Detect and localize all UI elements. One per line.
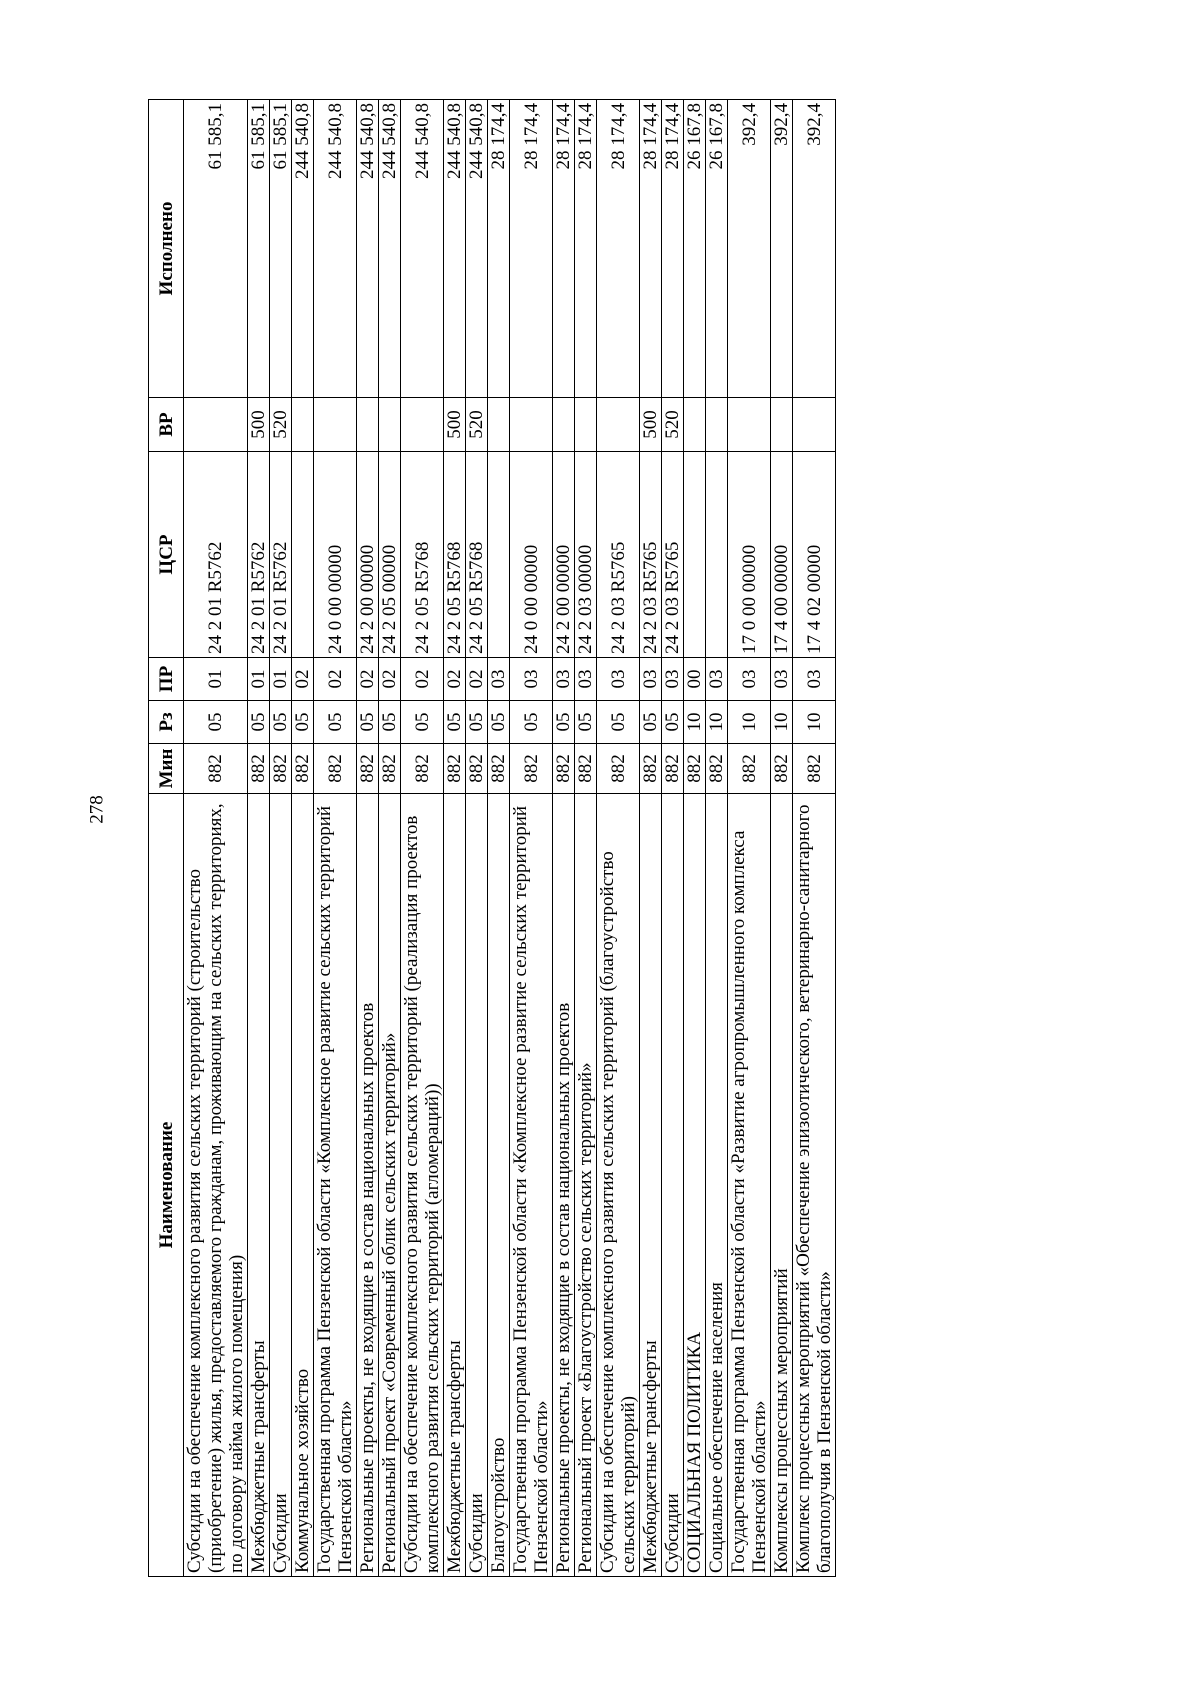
cell-vr xyxy=(553,398,575,452)
cell-done: 392,4 xyxy=(771,100,793,398)
cell-vr: 520 xyxy=(270,398,292,452)
cell-rz: 05 xyxy=(553,701,575,744)
cell-csr: 24 2 05 00000 xyxy=(379,452,401,658)
cell-done: 244 540,8 xyxy=(466,100,488,398)
cell-name: СОЦИАЛЬНАЯ ПОЛИТИКА xyxy=(684,794,706,1577)
table-row xyxy=(706,100,728,1577)
cell-pr: 01 xyxy=(248,658,270,701)
cell-vr xyxy=(401,398,444,452)
cell-min: 882 xyxy=(575,744,597,794)
cell-rz: 05 xyxy=(597,701,640,744)
cell-min: 882 xyxy=(706,744,728,794)
cell-vr xyxy=(357,398,379,452)
cell-name: Межбюджетные трансферты xyxy=(444,794,466,1577)
header-rz: Рз xyxy=(149,701,184,744)
cell-name: Региональный проект «Благоустройство сельских территорий» xyxy=(575,794,597,1577)
cell-pr: 02 xyxy=(401,658,444,701)
table-row xyxy=(575,100,597,1577)
cell-rz: 10 xyxy=(684,701,706,744)
table-row xyxy=(553,100,575,1577)
table-row xyxy=(684,100,706,1577)
table-row xyxy=(771,100,793,1577)
cell-done: 244 540,8 xyxy=(314,100,357,398)
cell-min: 882 xyxy=(728,744,771,794)
cell-name: Благоустройство xyxy=(488,794,510,1577)
cell-vr: 500 xyxy=(640,398,662,452)
cell-csr: 24 2 00 00000 xyxy=(357,452,379,658)
cell-done: 28 174,4 xyxy=(597,100,640,398)
cell-done: 244 540,8 xyxy=(357,100,379,398)
cell-name: Субсидии xyxy=(466,794,488,1577)
cell-min: 882 xyxy=(292,744,314,794)
table-row xyxy=(444,100,466,1577)
cell-done: 26 167,8 xyxy=(706,100,728,398)
cell-min: 882 xyxy=(401,744,444,794)
cell-vr xyxy=(706,398,728,452)
cell-name: Коммунальное хозяйство xyxy=(292,794,314,1577)
header-name: Наименование xyxy=(149,794,184,1577)
cell-rz: 10 xyxy=(706,701,728,744)
table-row xyxy=(466,100,488,1577)
cell-rz: 05 xyxy=(292,701,314,744)
cell-min: 882 xyxy=(640,744,662,794)
cell-csr: 24 2 05 R5768 xyxy=(401,452,444,658)
cell-rz: 05 xyxy=(357,701,379,744)
cell-csr: 24 2 05 R5768 xyxy=(444,452,466,658)
cell-vr xyxy=(379,398,401,452)
cell-pr: 02 xyxy=(379,658,401,701)
cell-min: 882 xyxy=(597,744,640,794)
cell-vr: 500 xyxy=(248,398,270,452)
cell-rz: 05 xyxy=(248,701,270,744)
cell-rz: 10 xyxy=(793,701,836,744)
cell-done: 244 540,8 xyxy=(444,100,466,398)
cell-min: 882 xyxy=(466,744,488,794)
cell-name: Региональный проект «Современный облик сельских территорий» xyxy=(379,794,401,1577)
cell-vr xyxy=(292,398,314,452)
table-row xyxy=(357,100,379,1577)
cell-done: 28 174,4 xyxy=(510,100,553,398)
cell-vr xyxy=(184,398,248,452)
cell-pr: 03 xyxy=(488,658,510,701)
cell-min: 882 xyxy=(379,744,401,794)
cell-pr: 03 xyxy=(597,658,640,701)
cell-pr: 01 xyxy=(270,658,292,701)
cell-csr xyxy=(684,452,706,658)
table-row xyxy=(314,100,357,1577)
cell-min: 882 xyxy=(184,744,248,794)
cell-min: 882 xyxy=(488,744,510,794)
cell-pr: 03 xyxy=(662,658,684,701)
cell-vr: 520 xyxy=(662,398,684,452)
cell-done: 392,4 xyxy=(793,100,836,398)
table-row xyxy=(662,100,684,1577)
header-pr: ПР xyxy=(149,658,184,701)
cell-rz: 05 xyxy=(379,701,401,744)
cell-min: 882 xyxy=(553,744,575,794)
table-row xyxy=(510,100,553,1577)
cell-min: 882 xyxy=(684,744,706,794)
cell-vr xyxy=(597,398,640,452)
cell-pr: 02 xyxy=(292,658,314,701)
cell-min: 882 xyxy=(357,744,379,794)
cell-name: Государственная программа Пензенской области «Комплексное развитие сельских территорий Пензенской области» xyxy=(314,794,357,1577)
cell-csr: 17 4 02 00000 xyxy=(793,452,836,658)
cell-csr xyxy=(488,452,510,658)
cell-csr: 24 0 00 00000 xyxy=(510,452,553,658)
cell-vr xyxy=(575,398,597,452)
cell-csr: 24 2 05 R5768 xyxy=(466,452,488,658)
cell-csr: 24 2 03 00000 xyxy=(575,452,597,658)
cell-name: Субсидии xyxy=(662,794,684,1577)
cell-pr: 03 xyxy=(640,658,662,701)
cell-rz: 05 xyxy=(466,701,488,744)
cell-name: Региональные проекты, не входящие в состав национальных проектов xyxy=(553,794,575,1577)
budget-table xyxy=(148,99,836,1577)
cell-done: 28 174,4 xyxy=(640,100,662,398)
table-row xyxy=(248,100,270,1577)
cell-pr: 03 xyxy=(553,658,575,701)
cell-vr xyxy=(488,398,510,452)
cell-pr: 03 xyxy=(575,658,597,701)
cell-csr: 24 2 00 00000 xyxy=(553,452,575,658)
cell-vr xyxy=(728,398,771,452)
cell-name: Субсидии на обеспечение комплексного развития сельских территорий (строительство (приобретение) жилья, предоставляемого гражданам, проживающим на сельских территориях, по договору найма жилого помещения) xyxy=(184,794,248,1577)
cell-rz: 05 xyxy=(488,701,510,744)
cell-pr: 03 xyxy=(793,658,836,701)
cell-done: 244 540,8 xyxy=(292,100,314,398)
table-body xyxy=(184,100,836,1577)
cell-min: 882 xyxy=(662,744,684,794)
cell-name: Субсидии на обеспечение комплексного развития сельских территорий (благоустройство сельских территорий) xyxy=(597,794,640,1577)
cell-pr: 02 xyxy=(314,658,357,701)
cell-rz: 05 xyxy=(444,701,466,744)
table-row xyxy=(728,100,771,1577)
table-row xyxy=(292,100,314,1577)
cell-min: 882 xyxy=(771,744,793,794)
cell-csr: 17 4 00 00000 xyxy=(771,452,793,658)
table-row xyxy=(793,100,836,1577)
cell-pr: 02 xyxy=(466,658,488,701)
header-vr: ВР xyxy=(149,398,184,452)
cell-rz: 05 xyxy=(575,701,597,744)
cell-pr: 01 xyxy=(184,658,248,701)
cell-vr xyxy=(684,398,706,452)
cell-name: Межбюджетные трансферты xyxy=(248,794,270,1577)
cell-rz: 05 xyxy=(184,701,248,744)
cell-name: Региональные проекты, не входящие в состав национальных проектов xyxy=(357,794,379,1577)
cell-done: 28 174,4 xyxy=(488,100,510,398)
cell-done: 392,4 xyxy=(728,100,771,398)
table-row xyxy=(270,100,292,1577)
cell-done: 244 540,8 xyxy=(401,100,444,398)
cell-csr: 24 2 03 R5765 xyxy=(597,452,640,658)
cell-vr: 520 xyxy=(466,398,488,452)
table-row xyxy=(379,100,401,1577)
cell-rz: 05 xyxy=(401,701,444,744)
cell-name: Комплекс процессных мероприятий «Обеспечение эпизоотического, ветеринарно-санитарного благополучия в Пензенской области» xyxy=(793,794,836,1577)
cell-min: 882 xyxy=(444,744,466,794)
cell-csr: 24 2 01 R5762 xyxy=(270,452,292,658)
cell-pr: 02 xyxy=(357,658,379,701)
cell-rz: 10 xyxy=(771,701,793,744)
cell-csr xyxy=(706,452,728,658)
cell-name: Государственная программа Пензенской области «Комплексное развитие сельских территорий Пензенской области» xyxy=(510,794,553,1577)
cell-vr xyxy=(771,398,793,452)
cell-csr: 17 0 00 00000 xyxy=(728,452,771,658)
cell-min: 882 xyxy=(793,744,836,794)
cell-done: 26 167,8 xyxy=(684,100,706,398)
cell-done: 61 585,1 xyxy=(184,100,248,398)
cell-rz: 05 xyxy=(270,701,292,744)
cell-min: 882 xyxy=(314,744,357,794)
cell-pr: 00 xyxy=(684,658,706,701)
table-row xyxy=(401,100,444,1577)
cell-csr xyxy=(292,452,314,658)
cell-pr: 03 xyxy=(706,658,728,701)
cell-vr xyxy=(314,398,357,452)
cell-csr: 24 0 00 00000 xyxy=(314,452,357,658)
table-frame xyxy=(148,100,1035,1577)
cell-done: 28 174,4 xyxy=(662,100,684,398)
cell-min: 882 xyxy=(510,744,553,794)
cell-rz: 05 xyxy=(314,701,357,744)
cell-csr: 24 2 01 R5762 xyxy=(248,452,270,658)
cell-rz: 05 xyxy=(662,701,684,744)
cell-name: Социальное обеспечение населения xyxy=(706,794,728,1577)
table-row xyxy=(597,100,640,1577)
cell-pr: 03 xyxy=(728,658,771,701)
header-csr: ЦСР xyxy=(149,452,184,658)
cell-done: 244 540,8 xyxy=(379,100,401,398)
cell-name: Комплексы процессных мероприятий xyxy=(771,794,793,1577)
header-done: Исполнено xyxy=(149,100,184,398)
cell-pr: 03 xyxy=(510,658,553,701)
cell-name: Государственная программа Пензенской области «Развитие агропромышленного комплекса Пензенской области» xyxy=(728,794,771,1577)
table-row xyxy=(640,100,662,1577)
cell-vr xyxy=(793,398,836,452)
cell-name: Межбюджетные трансферты xyxy=(640,794,662,1577)
page-number: 278 xyxy=(86,795,108,824)
cell-pr: 02 xyxy=(444,658,466,701)
cell-vr: 500 xyxy=(444,398,466,452)
cell-csr: 24 2 03 R5765 xyxy=(662,452,684,658)
cell-done: 28 174,4 xyxy=(575,100,597,398)
header-min: Мин xyxy=(149,744,184,794)
cell-rz: 05 xyxy=(510,701,553,744)
cell-rz: 05 xyxy=(640,701,662,744)
table-rotated-layout xyxy=(148,100,1035,1577)
cell-min: 882 xyxy=(270,744,292,794)
cell-pr: 03 xyxy=(771,658,793,701)
table-header-row xyxy=(149,100,184,1577)
cell-name: Субсидии xyxy=(270,794,292,1577)
cell-csr: 24 2 01 R5762 xyxy=(184,452,248,658)
cell-done: 61 585,1 xyxy=(248,100,270,398)
table-row xyxy=(184,100,248,1577)
cell-vr xyxy=(510,398,553,452)
table-row xyxy=(488,100,510,1577)
cell-done: 28 174,4 xyxy=(553,100,575,398)
cell-rz: 10 xyxy=(728,701,771,744)
cell-csr: 24 2 03 R5765 xyxy=(640,452,662,658)
cell-name: Субсидии на обеспечение комплексного развития сельских территорий (реализация проектов комплексного развития сельских территорий (агломераций)) xyxy=(401,794,444,1577)
cell-min: 882 xyxy=(248,744,270,794)
cell-done: 61 585,1 xyxy=(270,100,292,398)
